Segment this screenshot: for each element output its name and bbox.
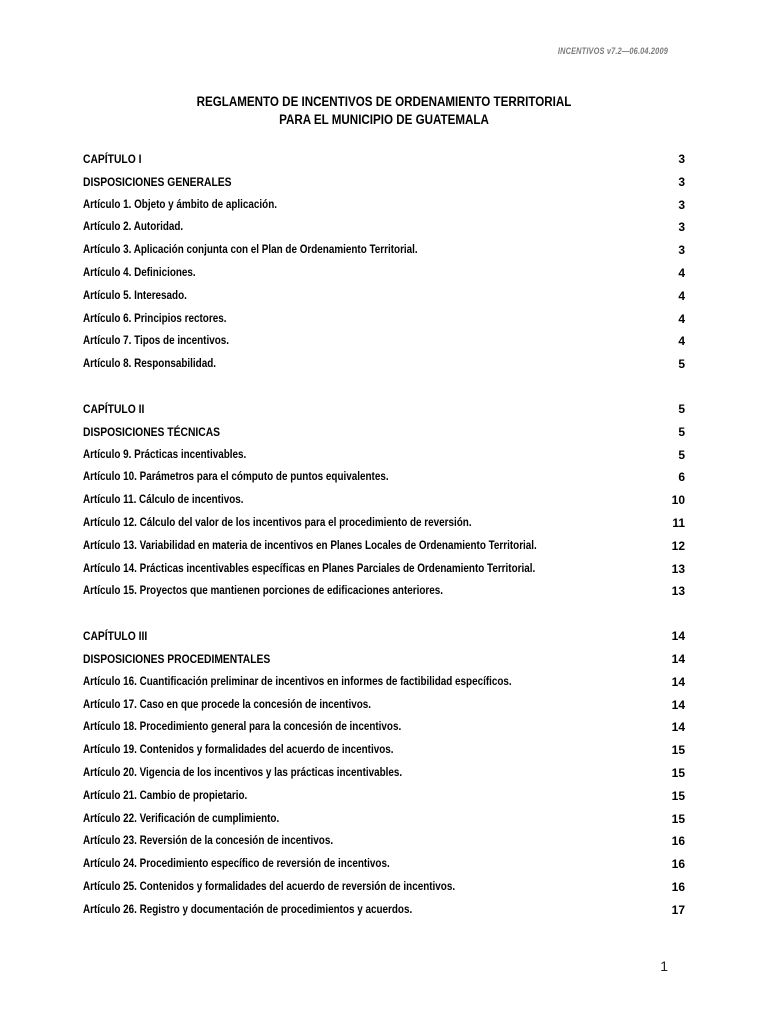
toc-entry-text: Artículo 23. Reversión de la concesión de incentivos. (83, 835, 334, 848)
toc-entry-text: Artículo 18. Procedimiento general para la concesión de incentivos. (83, 721, 402, 734)
toc-chapter-row (83, 423, 685, 441)
toc-page-number: 3 (678, 220, 685, 235)
toc-article-row (83, 741, 685, 759)
title-line-2: PARA EL MUNICIPIO DE GUATEMALA (279, 112, 489, 127)
toc-entry-text: Artículo 13. Variabilidad en materia de incentivos en Planes Locales de Ordenamiento Territorial. (83, 539, 537, 552)
toc-page-number: 5 (678, 447, 685, 462)
toc-chapter-row (83, 173, 685, 191)
toc-page-number: 3 (678, 243, 685, 258)
toc-entry-text: Artículo 15. Proyectos que mantienen porciones de edificaciones anteriores. (83, 585, 444, 598)
toc-page-number: 3 (678, 152, 685, 166)
toc-article-row (83, 537, 685, 555)
toc-entry-text: Artículo 25. Contenidos y formalidades del acuerdo de reversión de incentivos. (83, 881, 456, 893)
toc-page-number: 11 (672, 516, 685, 530)
toc-entry-text: Artículo 16. Cuantificación preliminar de incentivos en informes de factibilidad específicos. (83, 675, 512, 688)
toc-entry-text: Artículo 19. Contenidos y formalidades del acuerdo de incentivos. (83, 744, 394, 757)
toc-entry-text: Artículo 9. Prácticas incentivables. (83, 448, 247, 461)
toc-article-row (83, 491, 685, 509)
toc-entry-text: Artículo 20. Vigencia de los incentivos y las prácticas incentivables. (83, 767, 403, 779)
toc-page-number: 4 (678, 266, 685, 280)
toc-entry-text: DISPOSICIONES TÉCNICAS (83, 424, 221, 439)
toc-page-number: 16 (671, 857, 685, 872)
toc-article-row (83, 673, 685, 691)
toc-page-number: 4 (678, 311, 685, 326)
toc-page-number: 17 (671, 902, 685, 917)
toc-entry-text: Artículo 21. Cambio de propietario. (83, 789, 248, 802)
toc-page-number: 13 (671, 561, 685, 576)
toc-chapter-row (83, 150, 685, 168)
toc-entry-text: Artículo 2. Autoridad. (83, 221, 184, 234)
toc-chapter-row (83, 650, 685, 668)
toc-article-row (83, 718, 685, 736)
toc-entry-text: Artículo 6. Principios rectores. (83, 312, 227, 325)
toc-page-number: 4 (678, 334, 685, 349)
toc-page-number: 16 (671, 834, 685, 849)
toc-page-number: 15 (671, 811, 685, 826)
toc-entry-text: Artículo 12. Cálculo del valor de los incentivos para el procedimiento de reversión. (83, 517, 472, 529)
toc-entry-text: DISPOSICIONES PROCEDIMENTALES (83, 652, 271, 666)
toc-entry-text: DISPOSICIONES GENERALES (83, 174, 232, 189)
toc-page-number: 14 (671, 720, 685, 735)
toc-article-row (83, 196, 685, 214)
toc-page-number: 15 (671, 766, 685, 780)
toc-page-number: 5 (678, 402, 685, 416)
version-tag: INCENTIVOS v7.2—06.04.2009 (557, 46, 668, 56)
toc-page-number: 13 (671, 584, 685, 599)
toc-article-row (83, 218, 685, 236)
toc-entry-text: Artículo 7. Tipos de incentivos. (83, 335, 229, 348)
toc-article-row (83, 446, 685, 464)
toc-article-row (83, 696, 685, 714)
toc-entry-text: Artículo 1. Objeto y ámbito de aplicación. (83, 198, 277, 211)
toc-entry-text: Artículo 8. Responsabilidad. (83, 358, 216, 371)
toc-entry-text: Artículo 26. Registro y documentación de procedimientos y acuerdos. (83, 903, 413, 916)
toc-entry-text: Artículo 10. Parámetros para el cómputo de puntos equivalentes. (83, 471, 389, 484)
toc-page-number: 5 (678, 424, 685, 439)
toc-entry-text: Artículo 14. Prácticas incentivables específicas en Planes Parciales de Ordenamiento Territorial. (83, 562, 536, 575)
document-title (126, 93, 642, 129)
toc-chapter-row (83, 627, 685, 645)
toc-page-number: 10 (671, 493, 685, 508)
toc-page-number: 3 (678, 174, 685, 189)
toc-article-row (83, 878, 685, 896)
toc-article-row (83, 901, 685, 919)
toc-article-row (83, 287, 685, 305)
page-number: 1 (660, 958, 668, 974)
toc-page-number: 15 (671, 788, 685, 803)
toc-entry-text: Artículo 24. Procedimiento específico de reversión de incentivos. (83, 858, 390, 871)
toc-page-number: 5 (678, 357, 685, 372)
toc-article-row (83, 514, 685, 532)
toc-entry-text: Artículo 5. Interesado. (83, 289, 187, 302)
toc-page-number: 4 (678, 288, 685, 303)
toc-article-row (83, 310, 685, 328)
toc-article-row (83, 855, 685, 873)
toc-article-row (83, 810, 685, 828)
toc-page-number: 12 (671, 538, 685, 553)
toc-article-row (83, 468, 685, 486)
toc-entry-text: Artículo 17. Caso en que procede la concesión de incentivos. (83, 698, 371, 711)
toc-page-number: 14 (671, 652, 685, 666)
title-line-1: REGLAMENTO DE INCENTIVOS DE ORDENAMIENTO TERRITORIAL (196, 94, 572, 109)
toc-article-row (83, 560, 685, 578)
toc-page-number: 14 (671, 697, 685, 712)
toc-article-row (83, 355, 685, 373)
toc-article-row (83, 582, 685, 600)
toc-article-row (83, 787, 685, 805)
toc-page-number: 15 (671, 743, 685, 758)
toc-article-row (83, 241, 685, 259)
toc-article-row (83, 764, 685, 782)
toc-page-number: 3 (678, 197, 685, 212)
toc-entry-text: Artículo 4. Definiciones. (83, 267, 196, 279)
toc-entry-text: CAPÍTULO II (83, 402, 145, 416)
toc-page-number: 16 (671, 880, 685, 894)
toc-entry-text: Artículo 22. Verificación de cumplimiento. (83, 812, 280, 825)
toc-entry-text: Artículo 3. Aplicación conjunta con el Plan de Ordenamiento Territorial. (83, 244, 418, 257)
toc-page-number: 14 (671, 674, 685, 689)
toc-article-row (83, 332, 685, 350)
toc-chapter-row (83, 400, 685, 418)
toc-entry-text: CAPÍTULO I (83, 152, 142, 166)
toc-entry-text: CAPÍTULO III (83, 629, 148, 644)
toc-entry-text: Artículo 11. Cálculo de incentivos. (83, 494, 244, 507)
toc-page-number: 14 (671, 629, 685, 644)
toc-article-row (83, 832, 685, 850)
toc-article-row (83, 264, 685, 282)
toc-page-number: 6 (678, 470, 685, 485)
